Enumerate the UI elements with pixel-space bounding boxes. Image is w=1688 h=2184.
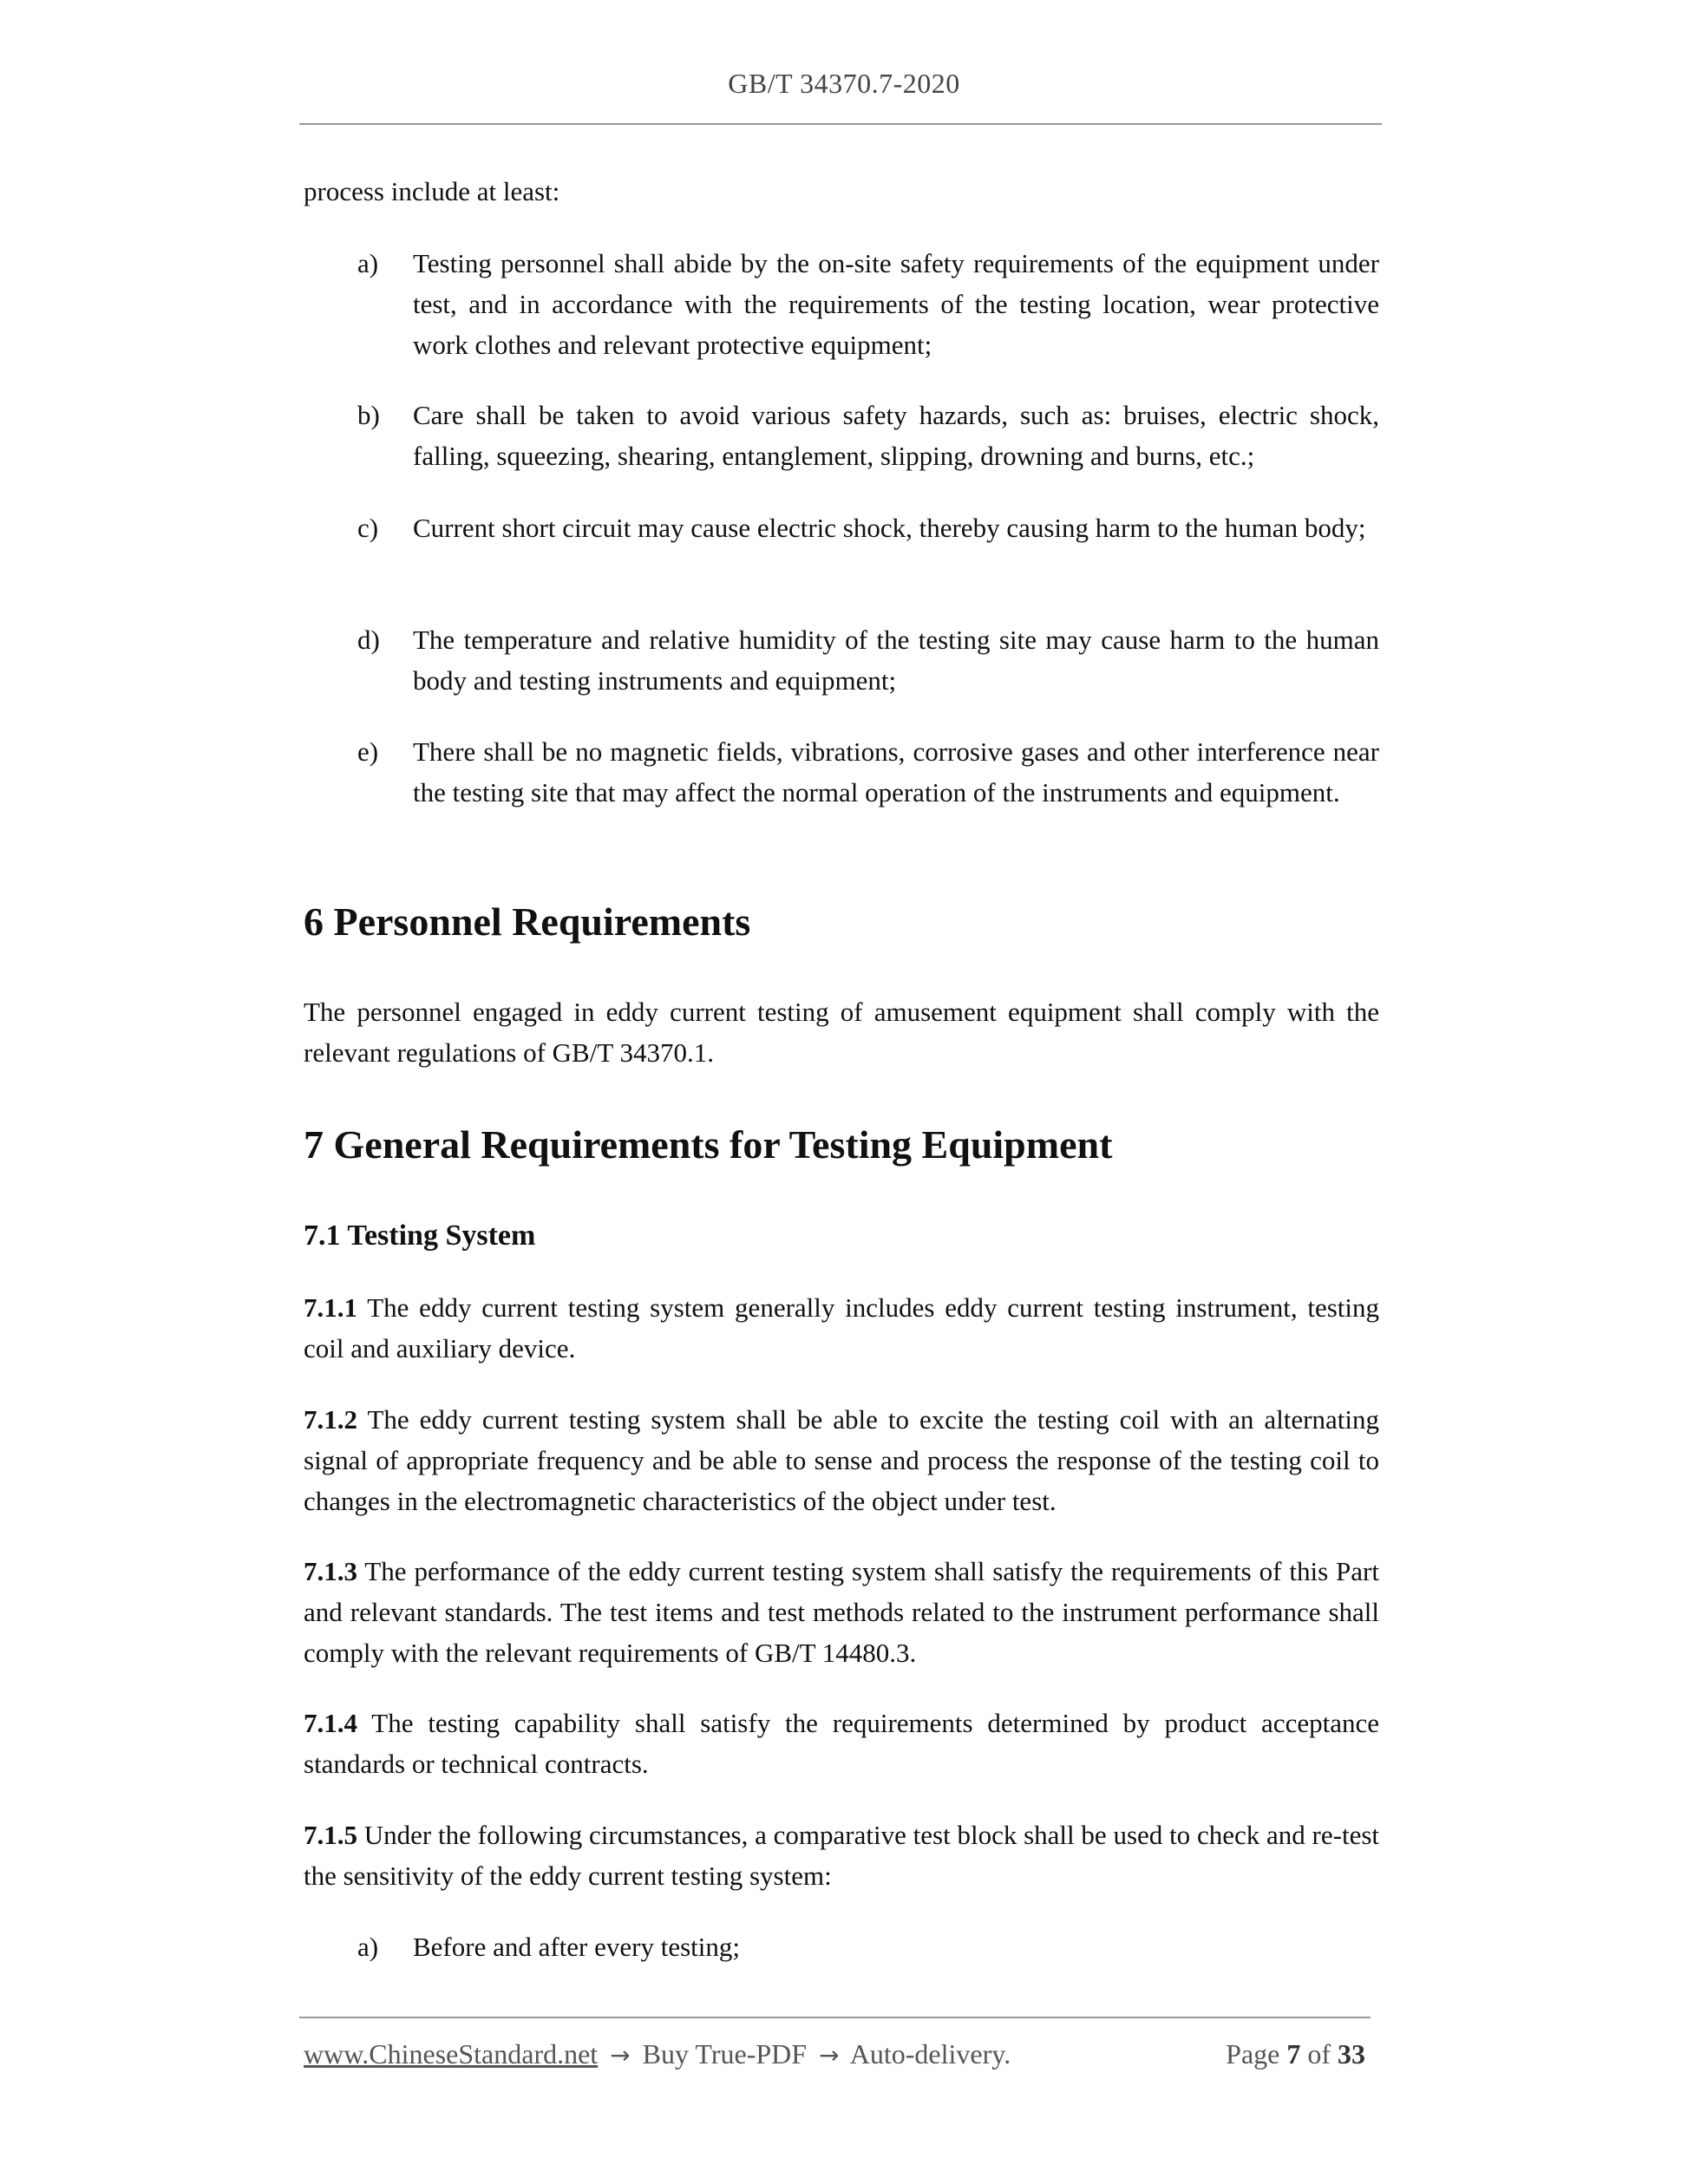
- website-link[interactable]: www.ChineseStandard.net: [304, 2038, 599, 2070]
- clause-text: The eddy current testing system generally includes eddy current testing instrument, testing coil and auxiliary device.: [304, 1292, 1379, 1363]
- list-item-text: The temperature and relative humidity of the testing site may cause harm to the human body and testing instruments and equipment;: [413, 624, 1379, 696]
- clause-text: The testing capability shall satisfy the requirements determined by product acceptance standards or technical contracts.: [304, 1708, 1379, 1779]
- section-7-1-heading: 7.1 Testing System: [304, 1220, 536, 1252]
- page-label: Page: [1226, 2038, 1280, 2070]
- clause-7-1-4: [304, 1703, 1379, 1784]
- right-arrow-icon: →: [610, 2041, 631, 2070]
- list-item-text: Care shall be taken to avoid various safety hazards, such as: bruises, electric shock, falling, squeezing, shearing, entanglement, slipping, drowning and burns, etc.;: [413, 400, 1379, 471]
- page-total: 33: [1338, 2038, 1365, 2070]
- footer-promo: [304, 2038, 1011, 2070]
- list-marker: c): [357, 513, 379, 543]
- intro-text: process include at least:: [304, 176, 560, 206]
- clause-number: 7.1.2: [304, 1404, 357, 1435]
- clause-number: 7.1.3: [304, 1556, 357, 1586]
- clause-number: 7.1.5: [304, 1820, 357, 1850]
- clause-text: The performance of the eddy current testing system shall satisfy the requirements of this Part and relevant standards. The test items and test methods related to the instrument performance shall comply with the relevant requirements of GB/T 14480.3.: [304, 1556, 1379, 1668]
- list-item-text: Current short circuit may cause electric shock, thereby causing harm to the human body;: [413, 513, 1366, 543]
- list-marker: e): [357, 736, 379, 767]
- list-marker: d): [357, 624, 380, 655]
- list-marker: a): [357, 1932, 379, 1962]
- list-item-text: Testing personnel shall abide by the on-site safety requirements of the equipment under test, and in accordance with the requirements of the testing location, wear protective work clothes and relevant protective equipment;: [413, 248, 1379, 360]
- right-arrow-icon: →: [819, 2041, 840, 2070]
- page-indicator: [1226, 2038, 1365, 2070]
- clause-number: 7.1.4: [304, 1708, 357, 1738]
- page-current: 7: [1286, 2038, 1301, 2070]
- section-6-body: The personnel engaged in eddy current testing of amusement equipment shall comply with the relevant regulations of GB/T 34370.1.: [304, 997, 1379, 1068]
- section-7-heading: 7 General Requirements for Testing Equipment: [304, 1122, 1113, 1167]
- clause-number: 7.1.1: [304, 1292, 357, 1323]
- buy-true-pdf-text: Buy True-PDF: [642, 2038, 808, 2070]
- section-6-heading: 6 Personnel Requirements: [304, 899, 751, 944]
- list-marker: b): [357, 400, 380, 430]
- auto-delivery-text: Auto-delivery.: [849, 2038, 1011, 2070]
- list-item-text: There shall be no magnetic fields, vibrations, corrosive gases and other interference near the testing site that may affect the normal operation of the instruments and equipment.: [413, 736, 1379, 808]
- list-marker: a): [357, 248, 379, 278]
- clause-7-1-5: [304, 1815, 1379, 1896]
- clause-text: Under the following circumstances, a comparative test block shall be used to check and re-test the sensitivity of the eddy current testing system:: [304, 1820, 1380, 1891]
- document-header-title: GB/T 34370.7-2020: [728, 68, 960, 99]
- clause-7-1-1: [304, 1287, 1379, 1369]
- footer-divider: [299, 2017, 1371, 2018]
- of-label: of: [1307, 2038, 1331, 2070]
- clause-text: The eddy current testing system shall be able to excite the testing coil with an alternating signal of appropriate frequency and be able to sense and process the response of the testing coil to changes in the electromagnetic characteristics of the object under test.: [304, 1404, 1379, 1516]
- header-divider: [299, 123, 1382, 125]
- list-item-text: Before and after every testing;: [413, 1932, 740, 1962]
- clause-7-1-2: [304, 1399, 1379, 1521]
- clause-7-1-3: [304, 1551, 1379, 1673]
